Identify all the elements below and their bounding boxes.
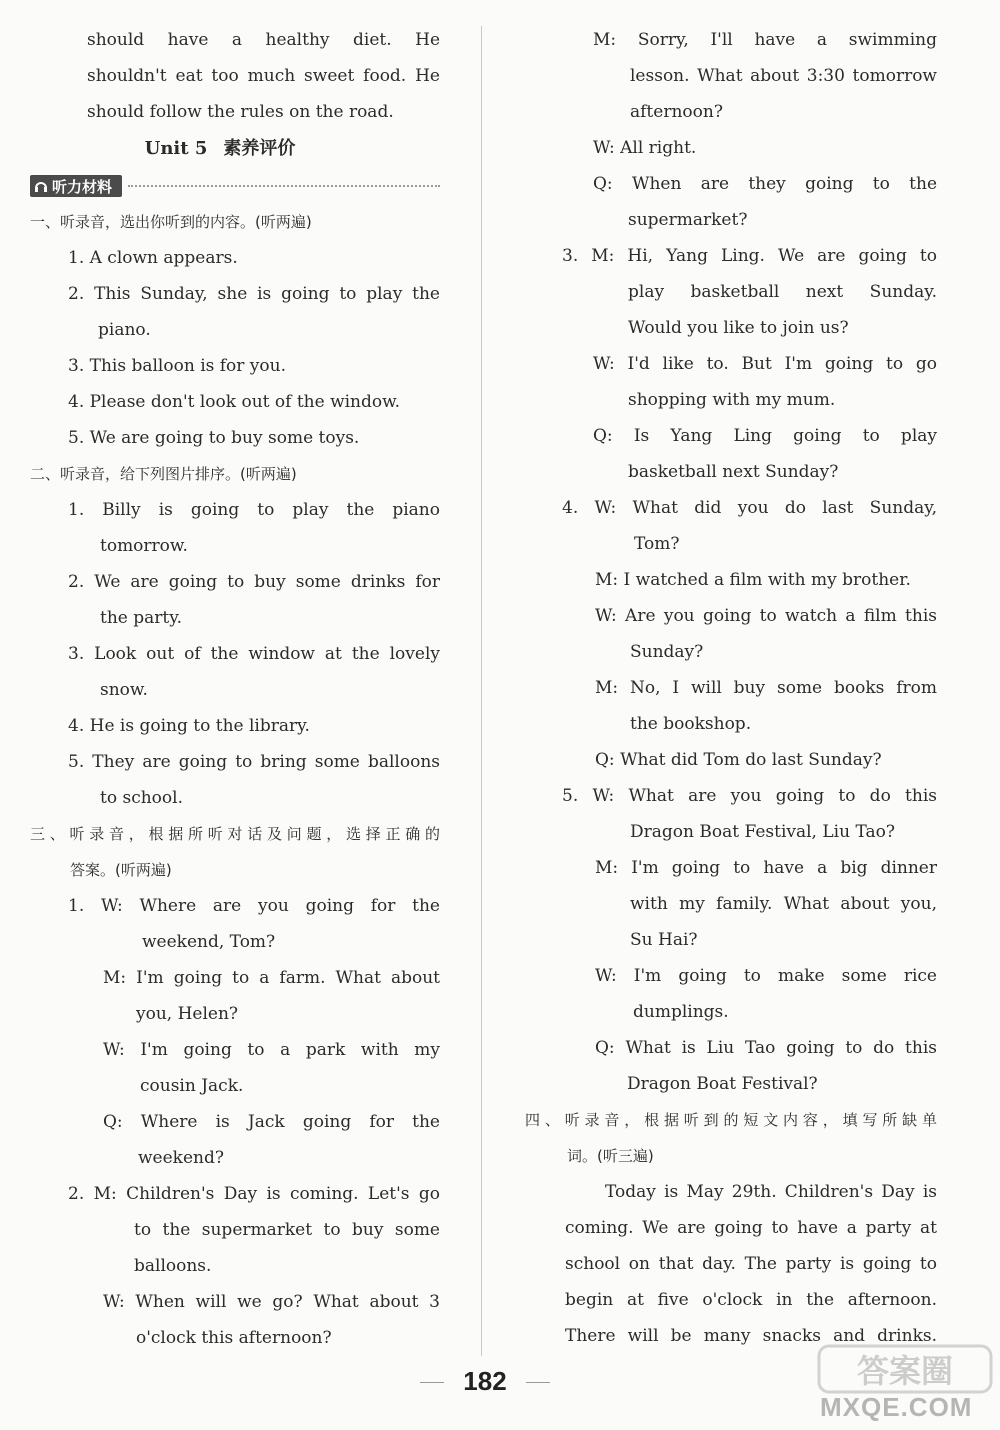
text-line: Q: When are they going to the	[593, 174, 937, 194]
text-line: W: All right.	[593, 138, 697, 158]
text-line: W: When will we go? What about 3	[103, 1292, 440, 1312]
text-line: W: I'm going to make some rice	[595, 966, 937, 986]
text-line: 5. W: What are you going to do this	[562, 786, 937, 806]
text-line: afternoon?	[630, 102, 723, 122]
text-line: Would you like to join us?	[628, 318, 849, 338]
text-line: 2. We are going to buy some drinks for	[68, 572, 440, 592]
page-number: 182	[440, 1366, 530, 1397]
text-line: tomorrow.	[100, 536, 188, 556]
text-line: coming. We are going to have a party at	[565, 1218, 937, 1238]
text-line: piano.	[98, 320, 151, 340]
text-line: 3. This balloon is for you.	[68, 356, 287, 376]
section-heading: 三、听录音，根据所听对话及问题，选择正确的	[30, 825, 440, 843]
right-column	[525, 22, 937, 1354]
text-line: snow.	[100, 680, 148, 700]
headphones-icon	[34, 179, 48, 193]
text-line: There will be many snacks and drinks.	[565, 1326, 937, 1346]
text-line: W: Are you going to watch a film this	[595, 606, 937, 626]
text-line: 1. A clown appears.	[68, 248, 238, 268]
text-line: M: No, I will buy some books from	[595, 678, 937, 698]
text-line: Q: What is Liu Tao going to do this	[595, 1038, 937, 1058]
text-line: basketball next Sunday?	[628, 462, 839, 482]
text-line: 1. W: Where are you going for the	[68, 896, 440, 916]
text-line: Q: Is Yang Ling going to play	[593, 426, 937, 446]
column-divider	[481, 26, 482, 1356]
section-heading: 词。(听三遍)	[567, 1147, 654, 1165]
watermark-site: MXQE.COM	[820, 1392, 973, 1422]
unit-label: Unit 5	[144, 138, 208, 159]
text-line: supermarket?	[628, 210, 748, 230]
text-line: o'clock this afternoon?	[136, 1328, 332, 1348]
text-line: weekend, Tom?	[142, 932, 276, 952]
text-line: school on that day. The party is going to	[565, 1254, 937, 1274]
text-line: Q: Where is Jack going for the	[103, 1112, 440, 1132]
text-line: lesson. What about 3:30 tomorrow	[630, 66, 937, 86]
text-line: 4. Please don't look out of the window.	[68, 392, 401, 412]
text-line: M: I'm going to a farm. What about	[103, 968, 440, 988]
text-line: W: I'd like to. But I'm going to go	[593, 354, 937, 374]
text-line: 5. We are going to buy some toys.	[68, 428, 360, 448]
text-line: Today is May 29th. Children's Day is	[605, 1182, 937, 1202]
text-line: 2. This Sunday, she is going to play the	[68, 284, 440, 304]
text-line: Dragon Boat Festival, Liu Tao?	[630, 822, 895, 842]
text-line: 3. Look out of the window at the lovely	[68, 644, 440, 664]
text-line: Q: What did Tom do last Sunday?	[595, 750, 882, 770]
text-line: the bookshop.	[630, 714, 752, 734]
unit-title	[30, 130, 440, 168]
text-line: should follow the rules on the road.	[87, 102, 394, 122]
text-line: 3. M: Hi, Yang Ling. We are going to	[562, 246, 937, 266]
text-line: 4. W: What did you do last Sunday,	[562, 498, 937, 518]
text-line: Dragon Boat Festival?	[627, 1074, 818, 1094]
text-line: weekend?	[138, 1148, 224, 1168]
left-column	[30, 22, 440, 1356]
dotted-rule	[128, 185, 440, 187]
text-line: Sunday?	[630, 642, 704, 662]
section-heading: 二、听录音，给下列图片排序。(听两遍)	[30, 465, 297, 483]
text-line: begin at five o'clock in the afternoon.	[565, 1290, 937, 1310]
text-line: to the supermarket to buy some	[134, 1220, 440, 1240]
text-line: with my family. What about you,	[630, 894, 937, 914]
watermark-logo-text: 答案圈	[856, 1352, 954, 1390]
text-line: M: I watched a film with my brother.	[595, 570, 911, 590]
listening-material-tag	[30, 175, 122, 197]
text-line: W: I'm going to a park with my	[103, 1040, 440, 1060]
listening-material-label: 听力材料	[52, 177, 113, 196]
text-line: you, Helen?	[136, 1004, 239, 1024]
text-line: shopping with my mum.	[628, 390, 836, 410]
text-line: dumplings.	[633, 1002, 729, 1022]
text-line: 2. M: Children's Day is coming. Let's go	[68, 1184, 440, 1204]
text-line: Tom?	[634, 534, 680, 554]
section-heading: 一、听录音，选出你听到的内容。(听两遍)	[30, 213, 312, 231]
section-heading: 答案。(听两遍)	[70, 861, 172, 879]
text-line: 1. Billy is going to play the piano	[68, 500, 440, 520]
unit-subtitle: 素养评价	[223, 138, 296, 159]
text-line: play basketball next Sunday.	[628, 282, 937, 302]
listening-material-header	[30, 168, 440, 204]
text-line: the party.	[100, 608, 182, 628]
text-line: Su Hai?	[630, 930, 698, 950]
text-line: should have a healthy diet. He	[87, 30, 440, 50]
text-line: M: I'm going to have a big dinner	[595, 858, 937, 878]
text-line: 5. They are going to bring some balloons	[68, 752, 440, 772]
text-line: balloons.	[134, 1256, 212, 1276]
text-line: cousin Jack.	[140, 1076, 244, 1096]
text-line: shouldn't eat too much sweet food. He	[87, 66, 440, 86]
text-line: 4. He is going to the library.	[68, 716, 310, 736]
section-heading: 四、听录音，根据听到的短文内容，填写所缺单	[525, 1111, 937, 1129]
text-line: M: Sorry, I'll have a swimming	[593, 30, 937, 50]
text-line: to school.	[100, 788, 183, 808]
